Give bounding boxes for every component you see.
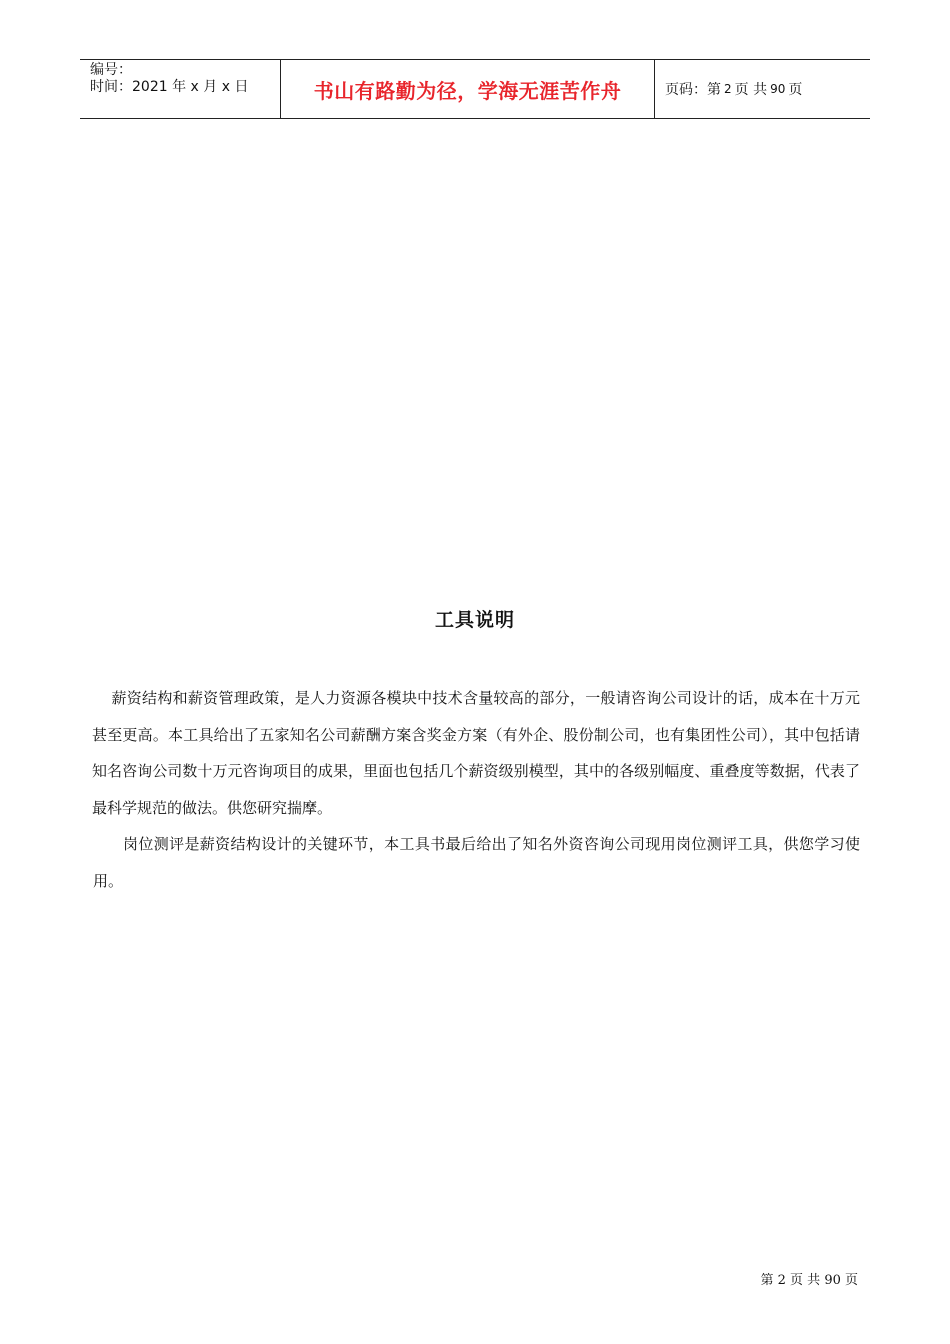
time-day-unit: 日: [234, 79, 249, 95]
body-paragraph-2: 岗位测评是薪资结构设计的关键环节，本工具书最后给出了知名外资咨询公司现用岗位测评工具，供您学习使用。: [93, 835, 860, 890]
time-year: 2021: [132, 79, 168, 95]
time-label: 时间：: [90, 79, 132, 95]
header-meta-cell: [80, 60, 281, 118]
header-motto: 书山有路勤为径，学海无涯苦作舟: [281, 60, 655, 118]
time-month-unit: 月: [203, 79, 218, 95]
time-day: x: [221, 79, 231, 95]
page-label: 页码：第: [665, 82, 721, 98]
page-current: 2: [724, 82, 732, 96]
time-month: x: [190, 79, 199, 95]
serial-number-label: 编号：: [90, 62, 132, 78]
document-title: 工具说明: [434, 609, 515, 631]
time-line: [90, 79, 280, 95]
time-year-unit: 年: [172, 79, 187, 95]
page-end: 页: [788, 82, 803, 98]
page-header: [80, 59, 870, 119]
page-footer: 第 2 页 共 90 页: [760, 1273, 858, 1288]
page-total: 90: [770, 82, 786, 96]
page-mid: 页 共: [734, 82, 768, 98]
body-paragraph-1: 薪资结构和薪资管理政策，是人力资源各模块中技术含量较高的部分，一般请咨询公司设计的话，成本在十万元甚至更高。本工具给出了五家知名公司薪酬方案含奖金方案（有外企、股份制公司，也有集团性公司），其中包括请知名咨询公司数十万元咨询项目的成果，里面也包括几个薪资级别模型，其中的各级别幅度、重叠度等数据，代表了最科学规范的做法。供您研究揣摩。: [92, 689, 860, 817]
document-body: [92, 680, 860, 899]
header-page-number: [655, 60, 870, 118]
